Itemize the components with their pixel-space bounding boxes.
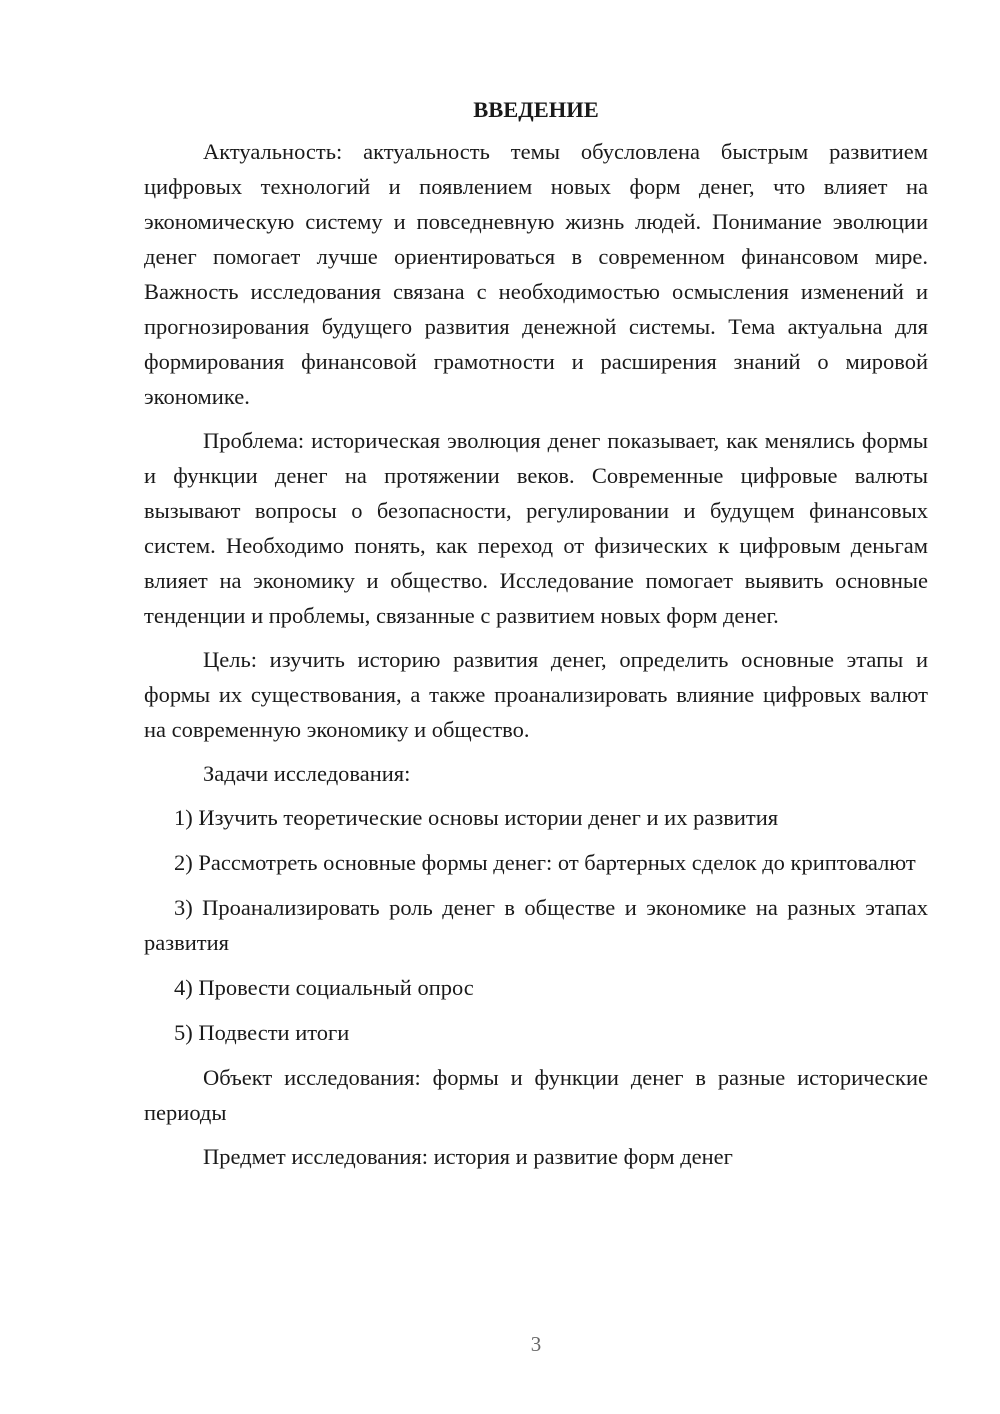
task-item-3: 3) Проанализировать роль денег в обществе и экономике на разных этапах развития [144, 895, 928, 955]
task-item-5: 5) Подвести итоги [174, 1020, 350, 1045]
section-title: ВВЕДЕНИЕ [473, 97, 599, 122]
page-number: 3 [530, 1332, 542, 1356]
paragraph-object: Объект исследования: формы и функции денег в разные исторические периоды [144, 1065, 928, 1125]
paragraph-tasks-heading: Задачи исследования: [203, 761, 411, 786]
paragraph-problem: Проблема: историческая эволюция денег показывает, как менялись формы и функции денег на протяжении веков. Современные цифровые валюты вызывают вопросы о безопасности, регулировании и будущем финансовых систем. Необходимо понять, как переход от физических к цифровым деньгам влияет на экономику и общество. Исследование помогает выявить основные тенденции и проблемы, связанные с развитием новых форм денег. [144, 428, 928, 628]
paragraph-relevance: Актуальность: актуальность темы обусловлена быстрым развитием цифровых технологий и появлением новых форм денег, что влияет на экономическую систему и повседневную жизнь людей. Понимание эволюции денег помогает лучше ориентироваться в современном финансовом мире. Важность исследования связана с необходимостью осмысления изменений и прогнозирования будущего развития денежной системы. Тема актуальна для формирования финансовой грамотности и расширения знаний о мировой экономике. [144, 139, 928, 409]
task-item-2: 2) Рассмотреть основные формы денег: от бартерных сделок до криптовалют [174, 850, 916, 875]
task-item-4: 4) Провести социальный опрос [174, 975, 474, 1000]
paragraph-goal: Цель: изучить историю развития денег, определить основные этапы и формы их существования, а также проанализировать влияние цифровых валют на современную экономику и общество. [144, 647, 928, 742]
page-content [144, 94, 928, 1183]
paragraph-subject: Предмет исследования: история и развитие форм денег [203, 1144, 733, 1169]
task-item-1: 1) Изучить теоретические основы истории денег и их развития [174, 805, 779, 830]
